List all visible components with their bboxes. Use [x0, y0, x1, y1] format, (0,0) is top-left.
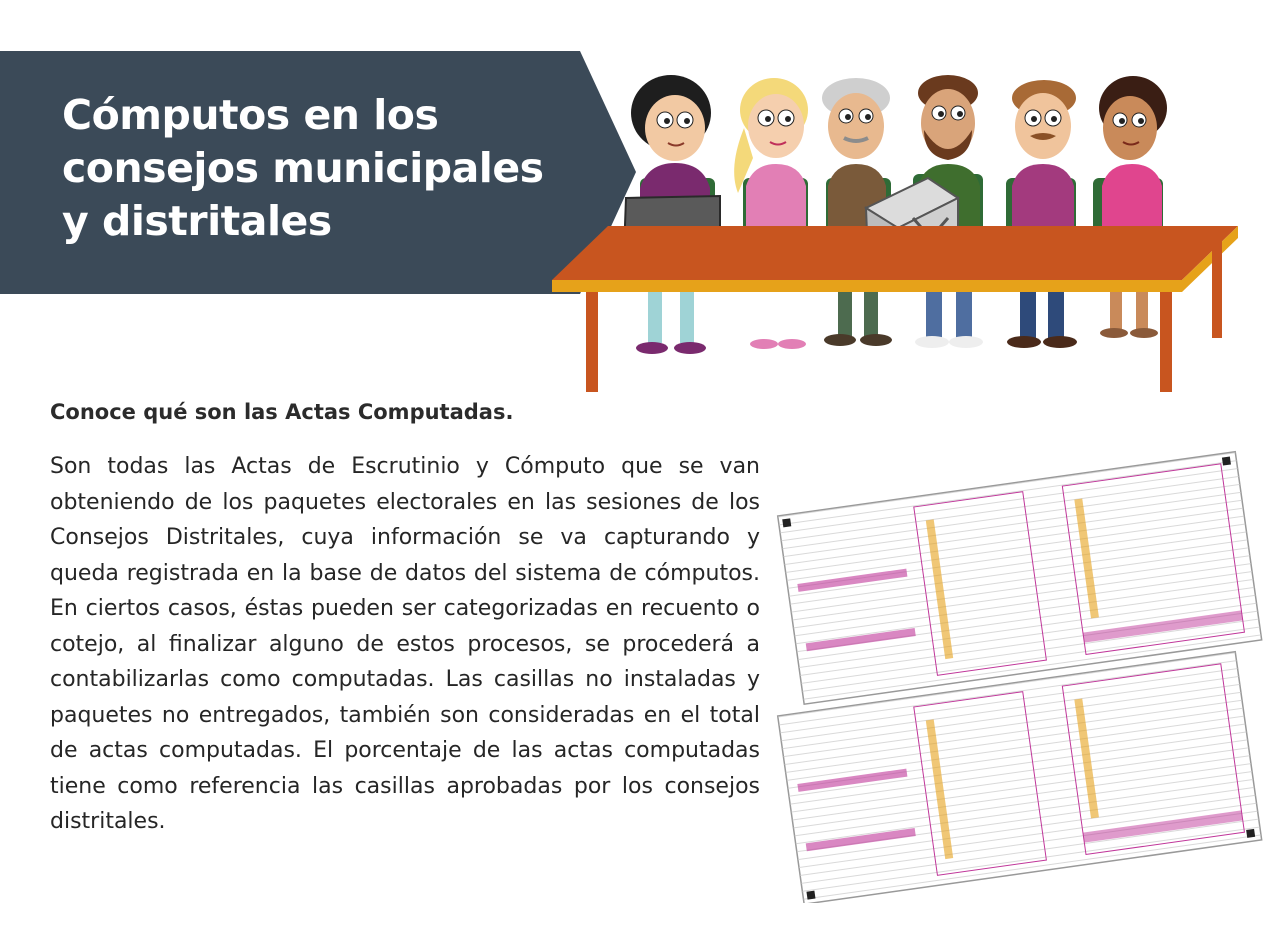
- page-title: Cómputos en los consejos municipales y distritales: [62, 91, 544, 245]
- person-6: [1099, 76, 1167, 338]
- person-5: [1007, 80, 1077, 348]
- section-body: Son todas las Actas de Escrutinio y Cómputo que se van obteniendo de los paquetes electorales en las sesiones de los Consejos Distritales, cuya información se va capturando y queda registrada en la base de datos del sistema de cómputos. En ciertos casos, éstas pueden ser categorizadas en recuento o cotejo, al finalizar alguno de estos procesos, se procederá a contabilizarlas como computadas. Las casillas no instaladas y paquetes no entregados, también son consideradas en el total de actas computadas. El porcentaje de las actas computadas tiene como referencia las casillas aprobadas por los consejos distritales.: [50, 454, 760, 834]
- actas-forms-image: [774, 413, 1264, 903]
- section-subtitle: Conoce qué son las Actas Computadas.: [50, 400, 514, 424]
- officials-at-table-illustration: [548, 68, 1248, 403]
